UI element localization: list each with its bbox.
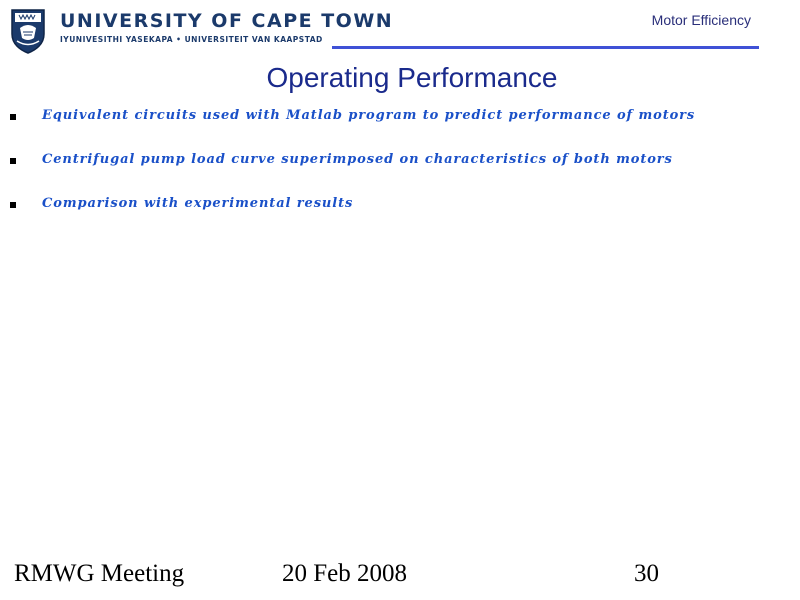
deck-title: Motor Efficiency bbox=[651, 12, 751, 28]
footer-meeting-name: RMWG Meeting bbox=[14, 560, 185, 587]
university-subtitle: IYUNIVESITHI YASEKAPA • UNIVERSITEIT VAN KAAPSTAD bbox=[60, 35, 323, 44]
square-bullet-icon bbox=[10, 158, 16, 164]
bullet-text: Comparison with experimental results bbox=[42, 196, 354, 211]
bullet-item bbox=[10, 196, 695, 240]
bullet-text: Equivalent circuits used with Matlab program to predict performance of motors bbox=[42, 108, 696, 123]
square-bullet-icon bbox=[10, 114, 16, 120]
bullet-item bbox=[10, 108, 695, 152]
slide-number: 30 bbox=[634, 560, 659, 587]
bullet-item bbox=[10, 152, 695, 196]
bullet-text: Centrifugal pump load curve superimposed on characteristics of both motors bbox=[42, 152, 673, 167]
university-crest-icon bbox=[10, 8, 46, 54]
square-bullet-icon bbox=[10, 202, 16, 208]
slide-title: Operating Performance bbox=[266, 62, 558, 93]
header-divider bbox=[332, 46, 759, 49]
footer-date: 20 Feb 2008 bbox=[282, 560, 407, 587]
university-name: UNIVERSITY OF CAPE TOWN bbox=[60, 10, 394, 32]
bullet-list bbox=[10, 108, 695, 240]
